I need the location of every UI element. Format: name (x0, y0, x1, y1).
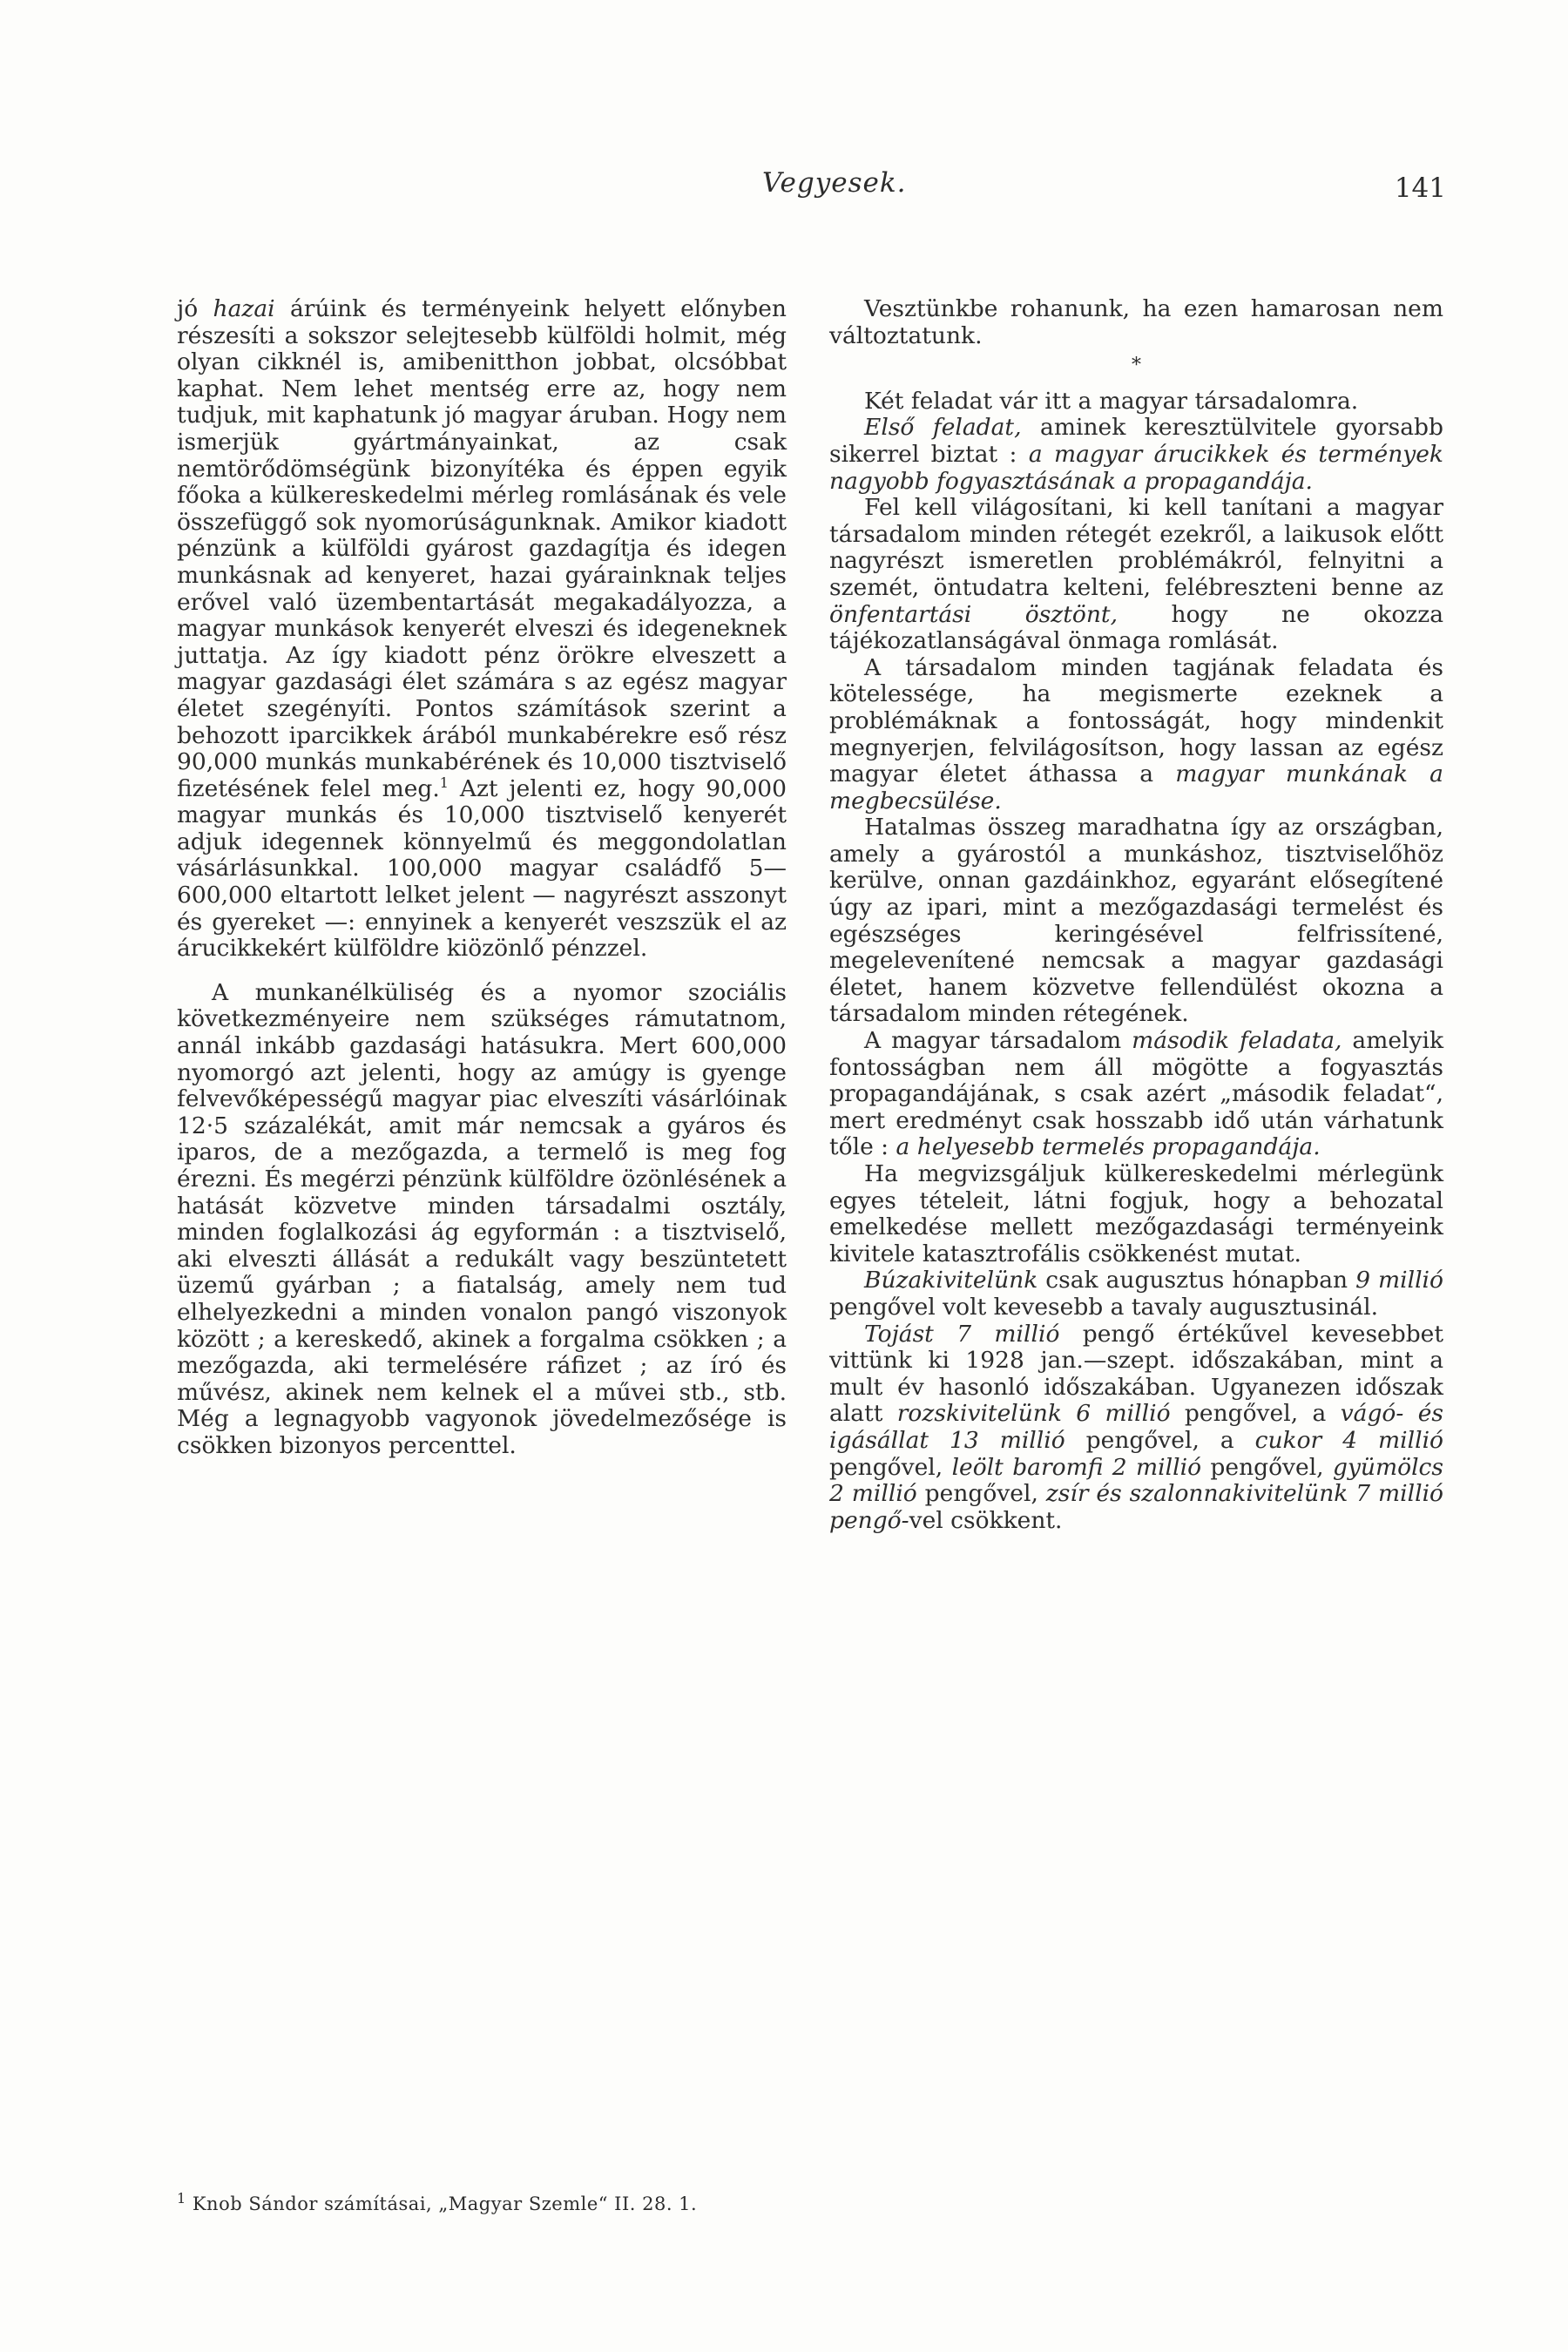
paragraph: A társadalom minden tagjának feladata és kötelessége, ha megismerte ezeknek a problémáknak a fontosságát, hogy mindenkit megnyerjen, felvilágosítson, hogy lassan az egész magyar életet áthassa a magyar munkának a megbecsülése. (829, 653, 1443, 814)
paragraph: A munkanélküliség és a nyomor szociális következményeire nem szükséges rámutatnom, annál inkább gazdasági hatásukra. Mert 600,000 nyomorgó azt jelenti, hogy az amúgy is gyenge felvevőképességű magyar piac elveszíti vásárlóinak 12·5 százalékát, amit már nemcsak a gyáros és iparos, de a mezőgazda, a termelő is meg fog érezni. És megérzi pénzünk külföldre özönlésének a hatását közvetve minden társadalmi osztály, minden foglalkozási ág egyformán : a tisztviselő, aki elveszti állását a redukált vagy beszüntetett üzemű gyárban ; a fiatalság, amely nem tud elhelyezkedni a minden vonalon pangó viszonyok között ; a kereskedő, akinek a forgalma csökken ; a mezőgazda, aki termelésére ráfizet ; az író és művész, akinek nem kelnek el a művei stb., stb. Még a legnagyobb vagyonok jövedelmezősége is csökken bizonyos percenttel. (177, 978, 787, 1459)
paragraph: A magyar társadalom második feladata, amelyik fontosságban nem áll mögötte a fogyasztás propagandájának, s csak azért „második feladat“, mert eredményt csak hosszabb idő után várhatunk tőle : a helyesebb termelés propagandája. (829, 1027, 1444, 1161)
paragraph: Két feladat vár itt a magyar társadalomra. (864, 387, 1359, 415)
paragraph: Első feladat, aminek keresztülvitele gyorsabb sikerrel biztat : a magyar árucikkek és termények nagyobb fogyasztásának a propagandája. (829, 414, 1443, 495)
page-header (174, 167, 1446, 220)
left-column (177, 296, 787, 1460)
footnote: $^1$ Knob Sándor számításai, „Magyar Szemle“ II. 28. 1. (177, 2190, 698, 2214)
paragraph: Hatalmas összeg maradhatna így az országban, amely a gyárostól a munkáshoz, tisztviselőhöz kerülve, onnan gazdáinkhoz, egyaránt elősegítené úgy az ipari, mint a mezőgazdasági termelést és egészséges keringésével felfrissítené, megelevenítené nemcsak a magyar gazdasági életet, hanem közvetve fellendülést okozna a társadalom minden rétegének. (829, 814, 1443, 1028)
page-number: 141 (1394, 172, 1446, 204)
running-head: Vegyesek. (762, 167, 907, 199)
paragraph: Tojást 7 millió pengő értékűvel kevesebbet vittünk ki 1928 jan.—szept. időszakában, mint a mult év hasonló időszakában. Ugyanezen időszak alatt rozskivitelünk 6 millió pengővel, a vágó- és igásállat 13 millió pengővel, a cukor 4 millió pengővel, leölt baromfi 2 millió pengővel, gyümölcs 2 millió pengővel, zsír és szalonnakivitelünk 7 millió pengő-vel csökkent. (829, 1320, 1444, 1534)
paragraph: Vesztünkbe rohanunk, ha ezen hamarosan nem változtatunk. (829, 295, 1443, 349)
paragraph: Ha megvizsgáljuk külkereskedelmi mérlegünk egyes tételeit, látni fogjuk, hogy a behozatal emelkedése mellett mezőgazdasági terményeink kivitele katasztrofális csökkenést mutat. (829, 1160, 1443, 1267)
paragraph: Búzakivitelünk csak augusztus hónapban 9 millió pengővel volt kevesebb a tavaly augusztusinál. (829, 1267, 1443, 1321)
right-column (829, 296, 1443, 1534)
paragraph: Fel kell világosítani, ki kell tanítani a magyar társadalom minden rétegét ezekről, a laikusok előtt nagyrészt ismeretlen problémákról, felnyitni a szemét, öntudatra kelteni, felébreszteni benne az önfentartási ösztönt, hogy ne okozza tájékozatlanságával önmaga romlását. (829, 494, 1443, 655)
footnote-marker: 1 (439, 774, 449, 791)
section-separator: * (1132, 355, 1141, 377)
paragraph: jó hazai árúink és terményeink helyett előnyben részesíti a sokszor selejtesebb külföldi holmit, még olyan cikknél is, amibenitthon jobbat, olcsóbbat kaphat. Nem lehet mentség erre az, hogy nem tudjuk, mit kaphatunk jó magyar áruban. Hogy nem ismerjük gyártmányainkat, az csak nemtörődömségünk bizonyítéka és éppen egyik főoka a külkereskedelmi mérleg romlásának és vele összefüggő sok nyomorúságunknak. Amikor kiadott pénzünk a külföldi gyárost gazdagítja és idegen munkásnak ad kenyeret, hazai gyárainknak teljes erővel való üzembentartását megakadályozza, a magyar munkások kenyerét elveszi és idegeneknek juttatja. Az így kiadott pénz örökre elveszett a magyar gazdasági élet számára s az egész magyar életet szegényíti. Pontos számítások szerint a behozott iparcikkek árából munkabérekre eső rész 90,000 munkás munkabérének és 10,000 tisztviselő fizetésének felel meg.$^1$ Azt jelenti ez, hogy 90,000 magyar munkás és 10,000 tisztviselő kenyerét adjuk idegennek könnyelmű és meggondolatlan vásárlásunkkal. 100,000 magyar családfő 5—600,000 eltartott lelket jelent — nagyrészt asszonyt és gyereket —: ennyinek a kenyerét veszszük el az árucikkekért külföldre kiözönlő pénzzel. (177, 295, 787, 963)
footnote-number: 1 (177, 2190, 186, 2207)
